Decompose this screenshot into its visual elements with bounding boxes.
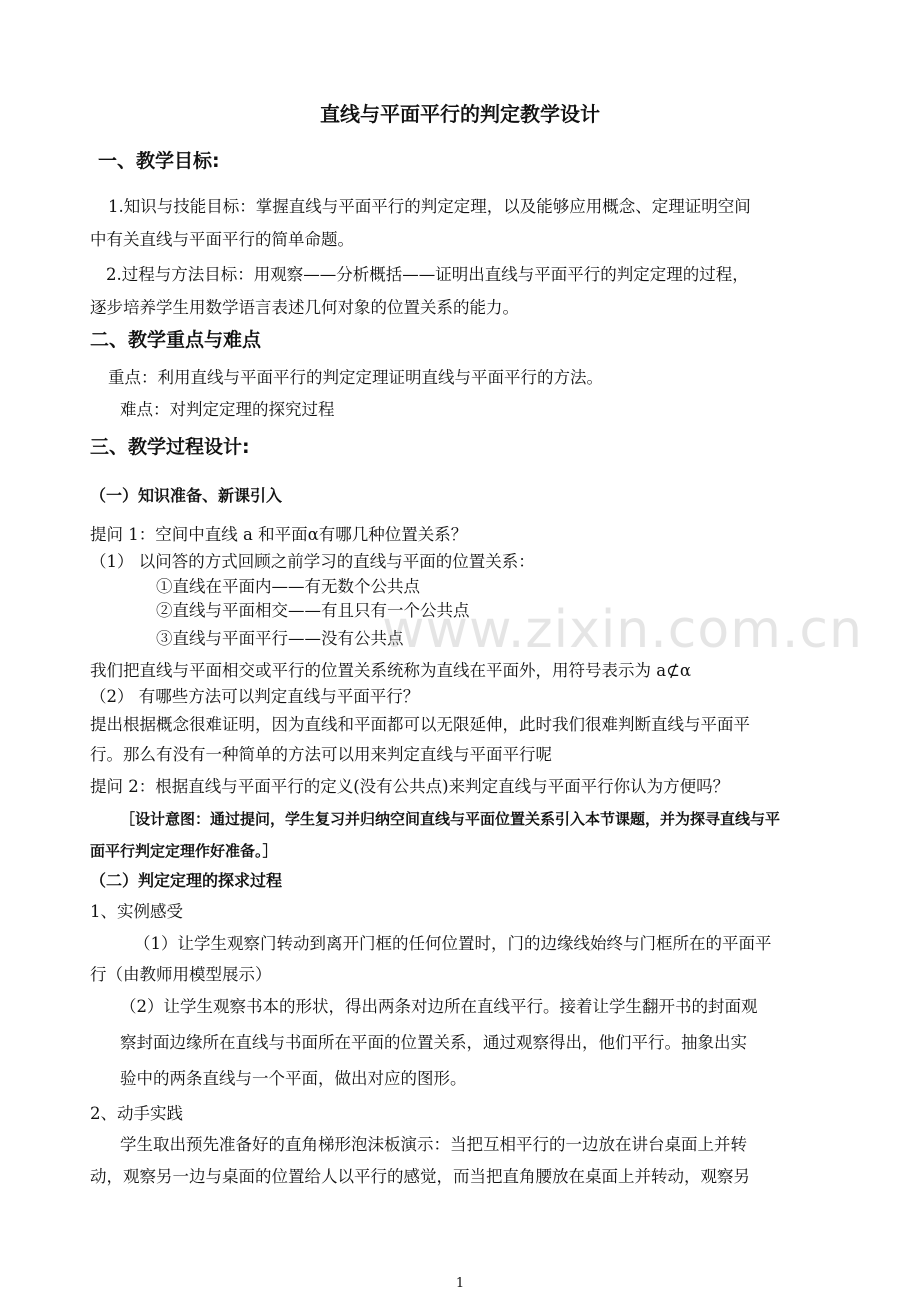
page-number: 1 bbox=[455, 1276, 465, 1291]
list-item: ①直线在平面内——有无数个公共点 bbox=[156, 577, 420, 596]
section-heading-process: 三、教学过程设计: bbox=[90, 436, 250, 458]
paragraph-line: 行。那么有没有一种简单的方法可以用来判定直线与平面平行呢 bbox=[90, 745, 552, 764]
step-title: 2、动手实践 bbox=[90, 1104, 183, 1123]
subsection-heading: （一）知识准备、新课引入 bbox=[90, 486, 283, 505]
paragraph-line: 我们把直线与平面相交或平行的位置关系统称为直线在平面外，用符号表示为 a⊄α bbox=[90, 661, 692, 680]
subsection-heading: （二）判定定理的探求过程 bbox=[90, 871, 283, 890]
design-intent: 面平行判定定理作好准备。］ bbox=[90, 842, 278, 860]
difficulty-text: 难点：对判定定理的探究过程 bbox=[120, 400, 335, 419]
step-title: 1、实例感受 bbox=[90, 902, 183, 921]
question-text: 提问 2：根据直线与平面平行的定义(没有公共点)来判定直线与平面平行你认为方便吗？ bbox=[90, 777, 730, 796]
paragraph-line: 提出根据概念很难证明，因为直线和平面都可以无限延伸，此时我们很难判断直线与平面平 bbox=[90, 715, 750, 734]
section-heading-objectives: 一、教学目标: bbox=[98, 150, 220, 172]
paragraph-line: 学生取出预先准备好的直角梯形泡沫板演示：当把互相平行的一边放在讲台桌面上并转 bbox=[120, 1135, 747, 1154]
watermark: www.zixin.com.cn bbox=[382, 600, 863, 660]
paragraph-line: 察封面边缘所在直线与书面所在平面的位置关系，通过观察得出，他们平行。抽象出实 bbox=[120, 1033, 747, 1052]
design-intent: ［设计意图：通过提问，学生复习并归纳空间直线与平面位置关系引入本节课题，并为探寻直线与平 bbox=[120, 810, 781, 828]
question-text: 提问 1：空间中直线 a 和平面α有哪几种位置关系？ bbox=[90, 525, 468, 544]
paragraph-line: 逐步培养学生用数学语言表述几何对象的位置关系的能力。 bbox=[90, 298, 519, 317]
focus-text: 重点：利用直线与平面平行的判定定理证明直线与平面平行的方法。 bbox=[108, 368, 603, 387]
list-item: （1） 以问答的方式回顾之前学习的直线与平面的位置关系： bbox=[90, 552, 535, 571]
list-item: ③直线与平面平行——没有公共点 bbox=[156, 629, 404, 648]
paragraph-line: 2.过程与方法目标：用观察——分析概括——证明出直线与平面平行的判定定理的过程， bbox=[106, 265, 749, 284]
paragraph-line: 行（由教师用模型展示） bbox=[90, 965, 272, 984]
document-title: 直线与平面平行的判定教学设计 bbox=[320, 102, 600, 126]
list-item: （2） 有哪些方法可以判定直线与平面平行？ bbox=[90, 687, 420, 706]
section-heading-focus: 二、教学重点与难点 bbox=[90, 329, 262, 351]
paragraph-line: 1.知识与技能目标：掌握直线与平面平行的判定定理，以及能够应用概念、定理证明空间 bbox=[108, 197, 751, 216]
list-item: ②直线与平面相交——有且只有一个公共点 bbox=[156, 601, 470, 620]
paragraph-line: 动，观察另一边与桌面的位置给人以平行的感觉，而当把直角腰放在桌面上并转动，观察另 bbox=[90, 1167, 750, 1186]
paragraph-line: 中有关直线与平面平行的简单命题。 bbox=[90, 230, 354, 249]
paragraph-line: （1）让学生观察门转动到离开门框的任何位置时，门的边缘线始终与门框所在的平面平 bbox=[134, 934, 772, 953]
paragraph-line: （2）让学生观察书本的形状，得出两条对边所在直线平行。接着让学生翻开书的封面观 bbox=[120, 997, 758, 1016]
paragraph-line: 验中的两条直线与一个平面，做出对应的图形。 bbox=[120, 1069, 467, 1088]
